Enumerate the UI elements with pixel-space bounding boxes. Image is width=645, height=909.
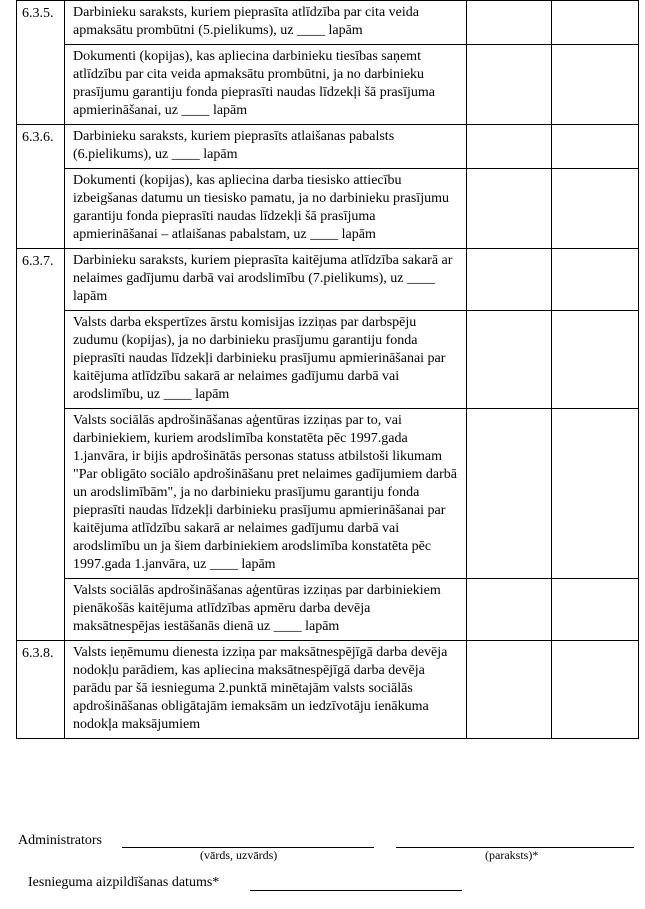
item-description: Dokumenti (kopijas), kas apliecina darba tiesisko attiecību izbeigšanas datumu un tiesisko pamatu, ja no darbinieku prasījumu garantiju fonda pieprasīti naudas līdzekļi šā prasījuma apmierināšanai – atlaišanas pabalstam, uz ____ lapām — [65, 169, 467, 249]
date-label: Iesnieguma aizpildīšanas datums* — [28, 875, 220, 890]
date-line[interactable] — [250, 890, 462, 891]
check-cell[interactable] — [467, 579, 552, 641]
table-row — [17, 579, 639, 641]
item-description: Darbinieku saraksts, kuriem pieprasīts atlaišanas pabalsts (6.pielikums), uz ____ lapām — [65, 125, 467, 169]
item-number: 6.3.6. — [17, 125, 65, 249]
check-cell[interactable] — [467, 1, 552, 45]
table-row — [17, 249, 639, 311]
item-description: Valsts sociālās apdrošināšanas aģentūras izziņas par to, vai darbiniekiem, kuriem arodslimība konstatēta pēc 1997.gada 1.janvāra, ir bijis apdrošinātās personas statuss atbilstoši likumam "Par obligāto sociālo apdrošināšanu pret nelaimes gadījumiem darbā un arodslimībām", ja no darbinieku prasījumu garantiju fonda pieprasīti naudas līdzekļi darbinieku prasījumu apmierināšanai par kaitējuma atlīdzību sakarā ar nelaimes gadījumu darbā vai arodslimību un ja šiem darbiniekiem arodslimība konstatēta pēc 1997.gada 1.janvāra, uz ____ lapām — [65, 409, 467, 579]
item-description: Darbinieku saraksts, kuriem pieprasīta atlīdzība par cita veida apmaksātu prombūtni (5.pielikums), uz ____ lapām — [65, 1, 467, 45]
notes-cell[interactable] — [552, 45, 639, 125]
item-number: 6.3.5. — [17, 1, 65, 125]
check-cell[interactable] — [467, 311, 552, 409]
item-number: 6.3.8. — [17, 641, 65, 739]
item-description: Darbinieku saraksts, kuriem pieprasīta kaitējuma atlīdzība sakarā ar nelaimes gadījumu darbā vai arodslimību (7.pielikums), uz ____ lapām — [65, 249, 467, 311]
item-description: Valsts ieņēmumu dienesta izziņa par maksātnespējīgā darba devēja nodokļu parādiem, kas apliecina maksātnespējīgā darba devēja parādu par šā iesnieguma 2.punktā minētajām valsts sociālās apdrošināšanas obligātajām iemaksām un iedzīvotāju ienākuma nodokļa maksājumiem — [65, 641, 467, 739]
item-description: Valsts darba ekspertīzes ārstu komisijas izziņas par darbspēju zudumu (kopijas), ja no darbinieku prasījumu garantiju fonda pieprasīti naudas līdzekļi darbinieku prasījumu apmierināšanai par kaitējuma atlīdzību sakarā ar nelaimes gadījumu darbā vai arodslimību, uz ____ lapām — [65, 311, 467, 409]
check-cell[interactable] — [467, 45, 552, 125]
notes-cell[interactable] — [552, 311, 639, 409]
table-row — [17, 311, 639, 409]
table-row — [17, 45, 639, 125]
table-row — [17, 409, 639, 579]
documents-table — [16, 0, 639, 739]
notes-cell[interactable] — [552, 169, 639, 249]
name-caption: (vārds, uzvārds) — [200, 848, 278, 862]
signature-caption: (paraksts)* — [485, 848, 539, 862]
notes-cell[interactable] — [552, 249, 639, 311]
table-row — [17, 169, 639, 249]
notes-cell[interactable] — [552, 579, 639, 641]
notes-cell[interactable] — [552, 1, 639, 45]
administrator-label: Administrators — [18, 833, 102, 848]
check-cell[interactable] — [467, 125, 552, 169]
check-cell[interactable] — [467, 409, 552, 579]
table-row — [17, 641, 639, 739]
table-row — [17, 125, 639, 169]
item-description: Dokumenti (kopijas), kas apliecina darbinieku tiesības saņemt atlīdzību par cita veida apmaksātu prombūtni, ja no darbinieku prasījumu garantiju fonda pieprasīti naudas līdzekļi šā prasījuma apmierināšanai, uz ____ lapām — [65, 45, 467, 125]
notes-cell[interactable] — [552, 125, 639, 169]
check-cell[interactable] — [467, 249, 552, 311]
item-number: 6.3.7. — [17, 249, 65, 641]
table-row — [17, 1, 639, 45]
notes-cell[interactable] — [552, 641, 639, 739]
check-cell[interactable] — [467, 641, 552, 739]
check-cell[interactable] — [467, 169, 552, 249]
item-description: Valsts sociālās apdrošināšanas aģentūras izziņas par darbiniekiem pienākošās kaitējuma atlīdzības apmēru darba devēja maksātnespējas iestāšanās dienā uz ____ lapām — [65, 579, 467, 641]
notes-cell[interactable] — [552, 409, 639, 579]
